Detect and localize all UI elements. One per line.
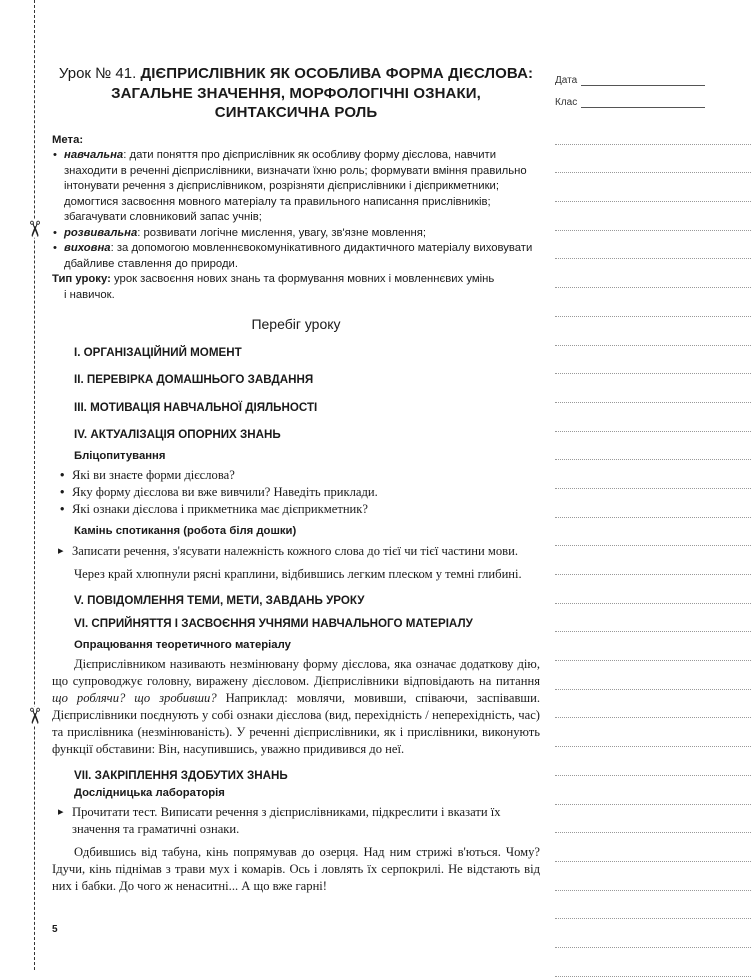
scissors-icon: ✂ xyxy=(21,706,47,726)
goal-heading: Мета: xyxy=(52,133,84,146)
note-line[interactable] xyxy=(555,173,751,202)
note-line[interactable] xyxy=(555,546,751,575)
date-underline[interactable] xyxy=(581,75,705,86)
date-field[interactable] xyxy=(555,64,751,86)
goal-text: : дати поняття про дієприслівник як особливу форму дієслова, навчити знаходити в реченні дієприслівники, визначати їхню роль; формувати вміння правильно інтонувати речення з дієприслівником, розрізняти дієприслівники і дієприкметники; домогтися засвоєння мовного матеріалу та правильного написання прислівників; збагачувати словниковий запас учнів; xyxy=(64,149,527,223)
note-line[interactable] xyxy=(555,862,751,891)
class-label: Клас xyxy=(555,97,578,108)
goal-item xyxy=(52,226,540,242)
section-heading: VI. СПРИЙНЯТТЯ І ЗАСВОЄННЯ УЧНЯМИ НАВЧАЛЬНОГО МАТЕРІАЛУ xyxy=(74,617,473,630)
goal-key: навчальна xyxy=(64,149,124,161)
lesson-type-text-cont: і навичок. xyxy=(64,288,115,301)
theory-questions: що роблячи? що зробивши? xyxy=(52,691,217,705)
subheading-blitz: Бліцопитування xyxy=(74,449,166,462)
scissors-icon: ✂ xyxy=(21,219,47,239)
note-line[interactable] xyxy=(555,346,751,375)
note-line[interactable] xyxy=(555,575,751,604)
title-line-2: ЗАГАЛЬНЕ ЗНАЧЕННЯ, МОРФОЛОГІЧНІ ОЗНАКИ, xyxy=(111,84,481,102)
date-label: Дата xyxy=(555,75,578,86)
lesson-type-text: урок засвоєння нових знань та формування мовних і мовленнєвих умінь xyxy=(110,273,495,285)
lesson-number: Урок № 41. xyxy=(58,65,141,82)
task-item: ▸ Прочитати тест. Виписати речення з дієприслівниками, підкреслити і вказати їх значення та граматичні ознаки. xyxy=(52,804,540,838)
title-line-1: ДІЄПРИСЛІВНИК ЯК ОСОБЛИВА ФОРМА ДІЄСЛОВА: xyxy=(140,65,534,82)
notes-column xyxy=(555,64,751,977)
class-field[interactable] xyxy=(555,86,751,108)
theory-paragraph xyxy=(52,656,540,758)
lesson-type-label: Тип уроку: xyxy=(52,273,111,285)
note-line[interactable] xyxy=(555,919,751,948)
subheading-stumbling: Камінь спотикання (робота біля дошки) xyxy=(74,525,297,537)
note-line[interactable] xyxy=(555,632,751,661)
goal-list xyxy=(52,148,540,272)
task-item: ▸ Записати речення, з'ясувати належність кожного слова до тієї чи тієї частини мови. xyxy=(52,543,540,560)
note-line[interactable] xyxy=(555,518,751,547)
note-line[interactable] xyxy=(555,460,751,489)
note-line[interactable] xyxy=(555,259,751,288)
goal-item xyxy=(52,241,540,272)
theory-text-rest: Наприклад: мовлячи, мовивши, співаючи, заспівавши. Дієприслівники поєднують у собі ознаки дієслова (вид, перехідність / неперехідність, час) та прислівника (незмінюваність). У реченні дієприслівники, як і прислівники, виконують функції обставини: Він, насупившись, уважно придивився до неї. xyxy=(52,691,540,756)
note-line[interactable] xyxy=(555,202,751,231)
note-line[interactable] xyxy=(555,948,751,977)
section-heading: II. ПЕРЕВІРКА ДОМАШНЬОГО ЗАВДАННЯ xyxy=(74,373,314,386)
flow-heading: Перебіг уроку xyxy=(251,316,341,332)
lesson-type xyxy=(52,272,540,288)
section-heading: I. ОРГАНІЗАЦІЙНИЙ МОМЕНТ xyxy=(74,345,242,359)
note-line[interactable] xyxy=(555,432,751,461)
note-line[interactable] xyxy=(555,145,751,174)
note-line[interactable] xyxy=(555,747,751,776)
note-lines[interactable] xyxy=(555,116,751,977)
example-sentence: Через край хлюпнули рясні краплини, відбившись легким плеском у темні глибині. xyxy=(74,566,522,581)
question-item: • Яку форму дієслова ви вже вивчили? Наведіть приклади. xyxy=(52,484,540,501)
section-heading: VII. ЗАКРІПЛЕННЯ ЗДОБУТИХ ЗНАНЬ xyxy=(74,769,288,782)
note-line[interactable] xyxy=(555,833,751,862)
goal-text: : розвивати логічне мислення, увагу, зв'язне мовлення; xyxy=(137,226,427,239)
question-item: • Які ви знаєте форми дієслова? xyxy=(52,467,540,484)
class-underline[interactable] xyxy=(581,97,705,108)
question-item: • Які ознаки дієслова і прикметника має дієприкметник? xyxy=(52,501,540,518)
note-line[interactable] xyxy=(555,317,751,346)
note-line[interactable] xyxy=(555,604,751,633)
goal-item xyxy=(52,148,540,226)
section-heading: V. ПОВІДОМЛЕННЯ ТЕМИ, МЕТИ, ЗАВДАНЬ УРОКУ xyxy=(74,593,365,607)
note-line[interactable] xyxy=(555,690,751,719)
section-heading: IV. АКТУАЛІЗАЦІЯ ОПОРНИХ ЗНАНЬ xyxy=(74,428,281,441)
cut-line xyxy=(34,0,35,970)
note-line[interactable] xyxy=(555,718,751,747)
note-line[interactable] xyxy=(555,776,751,805)
note-line[interactable] xyxy=(555,805,751,834)
note-line[interactable] xyxy=(555,231,751,260)
note-line[interactable] xyxy=(555,489,751,518)
lesson-title xyxy=(52,64,540,123)
subheading-theory: Опрацювання теоретичного матеріалу xyxy=(74,638,291,651)
note-line[interactable] xyxy=(555,661,751,690)
question-list xyxy=(52,467,540,518)
goal-key: виховна xyxy=(64,242,111,254)
title-line-3: СИНТАКСИЧНА РОЛЬ xyxy=(214,104,378,121)
theory-text: Дієприслівником називають незмінювану форму дієслова, яка означає додаткову дію, що супроводжує головну, виражену дієсловом. Дієприслівники відповідають на питання xyxy=(52,657,540,688)
note-line[interactable] xyxy=(555,288,751,317)
note-line[interactable] xyxy=(555,891,751,920)
subheading-lab: Дослідницька лабораторія xyxy=(74,786,225,799)
lesson-content xyxy=(52,64,540,895)
note-line[interactable] xyxy=(555,374,751,403)
note-line[interactable] xyxy=(555,403,751,432)
page-number: 5 xyxy=(52,924,58,935)
lab-text: Одбившись від табуна, кінь попрямував до озерця. Над ним стрижі в'ються. Чому? Ідучи, кінь піднімав з трави мух і комарів. Ось і ловлять їх серпокрилі. Не відстають від них і бабки. До чого ж ненаситні... А що вже гарні! xyxy=(52,845,540,893)
goal-key: розвивальна xyxy=(64,226,138,239)
note-line[interactable] xyxy=(555,116,751,145)
section-heading: III. МОТИВАЦІЯ НАВЧАЛЬНОЇ ДІЯЛЬНОСТІ xyxy=(74,400,318,414)
goal-text: : за допомогою мовленнєвокомунікативного дидактичного матеріалу виховувати дбайливе ставлення до природи. xyxy=(64,242,533,270)
